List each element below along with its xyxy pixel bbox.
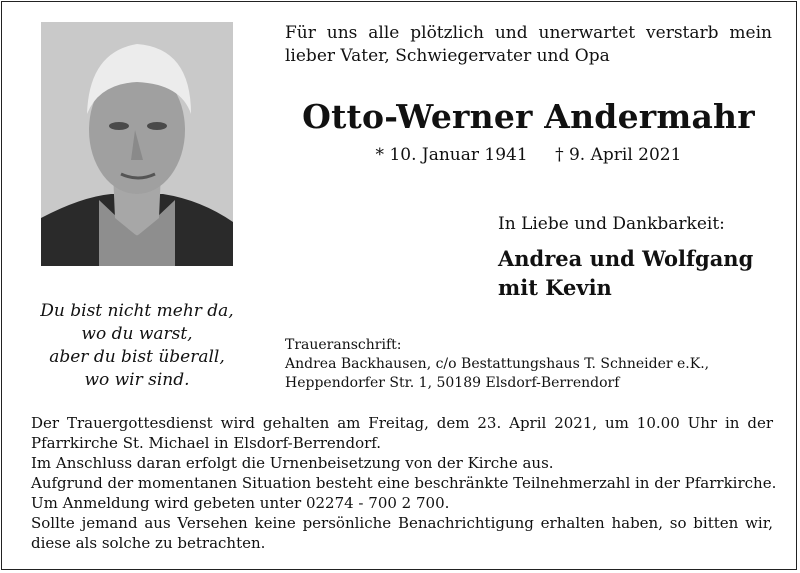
life-dates	[285, 144, 772, 167]
address-line: Heppendorfer Str. 1, 50189 Elsdorf-Berrendorf	[285, 375, 620, 391]
deceased-name: Otto-Werner Andermahr	[302, 97, 755, 136]
birth-date: * 10. Januar 1941	[375, 145, 528, 165]
mourners-names	[498, 244, 753, 302]
notice-line: Der Trauergottesdienst wird gehalten am Freitag, dem 23. April 2021, um 10.00 Uhr in der	[31, 414, 773, 432]
poem-line: wo wir sind.	[84, 370, 190, 390]
intro-text	[285, 22, 772, 68]
portrait-image	[41, 22, 233, 266]
notice-line: diese als solche zu betrachten.	[31, 534, 266, 552]
notice-line: Aufgrund der momentanen Situation besteht eine beschränkte Teilnehmerzahl in der Pfarrkirche.	[31, 474, 777, 492]
poem-line: Du bist nicht mehr da,	[40, 301, 234, 321]
poem-line: aber du bist überall,	[49, 347, 225, 367]
intro-line: Für uns alle plötzlich und unerwartet verstarb mein	[285, 23, 772, 43]
address-label: Traueranschrift:	[285, 337, 402, 353]
notice-line: Im Anschluss daran erfolgt die Urnenbeisetzung von der Kirche aus.	[31, 454, 554, 472]
notice-line: Sollte jemand aus Versehen keine persönliche Benachrichtigung erhalten haben, so bitten wir,	[31, 514, 773, 532]
portrait-photo	[41, 22, 233, 266]
address-line: Andrea Backhausen, c/o Bestattungshaus T. Schneider e.K.,	[285, 356, 710, 372]
mourning-address	[285, 336, 709, 393]
service-notice	[31, 413, 777, 553]
death-date: † 9. April 2021	[555, 145, 682, 165]
mourners-line: mit Kevin	[498, 275, 612, 300]
mourners-intro: In Liebe und Dankbarkeit:	[498, 214, 725, 234]
notice-line: Um Anmeldung wird gebeten unter 02274 - 700 2 700.	[31, 494, 450, 512]
intro-line: lieber Vater, Schwiegervater und Opa	[285, 46, 610, 66]
mourners-line: Andrea und Wolfgang	[498, 246, 754, 271]
notice-line: Pfarrkirche St. Michael in Elsdorf-Berrendorf.	[31, 434, 382, 452]
poem	[30, 300, 244, 392]
poem-line: wo du warst,	[81, 324, 193, 344]
